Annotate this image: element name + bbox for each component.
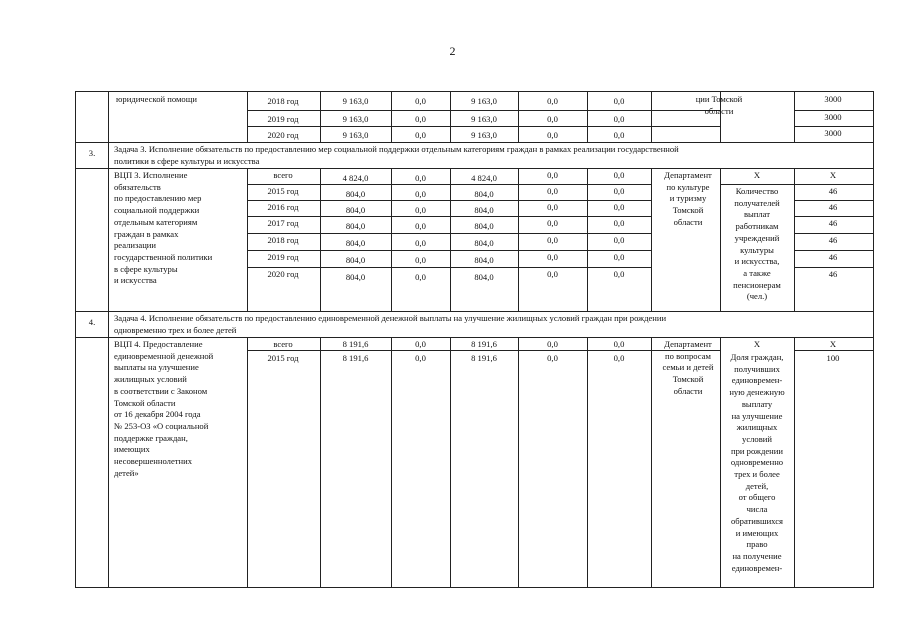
- year-label: 2016 год: [267, 202, 299, 212]
- indicator-text: трех и более: [734, 469, 780, 479]
- row-rule: [76, 311, 873, 312]
- year-label: всего: [273, 339, 293, 349]
- executor-text: по культуре: [666, 181, 710, 192]
- description-text: обязательств: [114, 181, 161, 192]
- value-cell: 804,0: [345, 189, 366, 199]
- value-cell: 0,0: [613, 114, 625, 124]
- row-rule: [794, 184, 873, 185]
- target-value: 100: [826, 353, 840, 363]
- year-label: 2017 год: [267, 218, 299, 228]
- value-cell: 4 824,0: [342, 173, 369, 183]
- indicator-x: Х: [753, 339, 761, 349]
- indicator-text: (чел.): [746, 291, 768, 302]
- description-text: детей»: [114, 467, 139, 478]
- description-text: ВЦП 4. Предоставление: [114, 339, 203, 349]
- target-value: 3000: [824, 94, 842, 104]
- value-cell: 0,0: [415, 189, 426, 199]
- year-label: 2019 год: [267, 114, 299, 124]
- row-rule: [247, 200, 651, 201]
- value-cell: 4 824,0: [471, 173, 497, 183]
- row-rule: [794, 250, 873, 251]
- row-rule: [247, 250, 651, 251]
- target-value: 46: [828, 218, 838, 228]
- target-value: 46: [828, 269, 838, 279]
- row-rule: [76, 337, 873, 338]
- value-cell: 0,0: [547, 218, 558, 228]
- target-value: 46: [828, 252, 838, 262]
- target-value: Х: [829, 339, 837, 349]
- row-rule: [247, 216, 651, 217]
- value-cell: 0,0: [547, 235, 558, 245]
- task-number: 3.: [88, 148, 96, 158]
- column-rule: [108, 92, 109, 142]
- description-text: несовершеннолетних: [114, 456, 193, 466]
- executor-text: Томской: [672, 205, 704, 216]
- indicator-text: Количество: [735, 186, 779, 196]
- row-rule: [794, 110, 873, 111]
- value-cell: 0,0: [613, 269, 625, 279]
- target-value: 3000: [824, 112, 842, 122]
- indicator-text: право: [746, 539, 768, 550]
- indicator-text: ную денежную: [729, 387, 785, 398]
- task-number: 4.: [88, 317, 96, 327]
- row-rule: [76, 142, 873, 143]
- indicator-text: жилищных: [736, 422, 778, 433]
- indicator-text: выплат: [743, 209, 771, 220]
- value-cell: 0,0: [547, 130, 558, 140]
- row-rule: [794, 126, 873, 127]
- row-rule: [247, 184, 651, 185]
- value-cell: 0,0: [415, 353, 426, 363]
- indicator-text: Доля граждан,: [730, 352, 784, 362]
- target-value: 46: [828, 202, 838, 212]
- column-rule: [320, 92, 321, 142]
- description-text: реализации: [114, 240, 156, 251]
- task-title: Задача 4. Исполнение обязательств по предоставлению единовременной денежной выплаты на улучшение жилищных условий граждан при рождении: [114, 313, 667, 323]
- indicator-text: и имеющих: [735, 527, 779, 538]
- value-cell: 0,0: [547, 170, 558, 180]
- value-cell: 804,0: [474, 238, 494, 248]
- value-cell: 804,0: [345, 205, 366, 215]
- description-text: жилищных условий: [114, 374, 187, 385]
- target-value: Х: [829, 170, 837, 180]
- value-cell: 0,0: [613, 186, 625, 196]
- indicator-text: единовремен-: [731, 562, 783, 573]
- description-text: ВЦП 3. Исполнение: [114, 170, 188, 180]
- indicator-text: единовремен-: [731, 375, 783, 386]
- value-cell: 9 163,0: [471, 96, 497, 106]
- description-text: по предоставлению мер: [114, 193, 202, 204]
- value-cell: 0,0: [415, 173, 426, 183]
- indicator-text: работникам: [735, 221, 779, 232]
- value-cell: 804,0: [345, 272, 366, 282]
- budget-table: [75, 91, 874, 588]
- row-rule: [794, 350, 873, 351]
- value-cell: 804,0: [474, 255, 494, 265]
- row-rule: [794, 200, 873, 201]
- indicator-text: при рождении: [731, 445, 783, 456]
- value-cell: 8 191,6: [471, 339, 497, 349]
- target-value: 46: [828, 235, 838, 245]
- year-label: 2018 год: [267, 96, 299, 106]
- description-text: отдельным категориям: [114, 216, 198, 227]
- row-rule: [247, 110, 720, 111]
- executor-text: области: [704, 105, 734, 116]
- row-rule: [794, 267, 873, 268]
- column-rule: [873, 337, 874, 587]
- year-label: 2015 год: [267, 186, 299, 196]
- value-cell: 0,0: [613, 170, 625, 180]
- value-cell: 9 163,0: [342, 96, 369, 106]
- column-rule: [794, 92, 795, 142]
- year-label: 2015 год: [267, 353, 299, 363]
- value-cell: 0,0: [547, 202, 558, 212]
- indicator-text: и искусства,: [734, 256, 780, 267]
- column-rule: [587, 337, 588, 587]
- indicator-text: пенсионерам: [733, 279, 781, 290]
- executor-text: семьи и детей: [662, 362, 714, 373]
- row-rule: [247, 126, 720, 127]
- value-cell: 0,0: [547, 114, 558, 124]
- executor-text: области: [673, 216, 703, 227]
- column-rule: [518, 337, 519, 587]
- column-rule: [108, 168, 109, 311]
- indicator-text: культуры: [740, 244, 774, 255]
- description-text: выплаты на улучшение: [114, 362, 199, 373]
- value-cell: 0,0: [415, 255, 426, 265]
- column-rule: [873, 92, 874, 142]
- value-cell: 8 191,6: [471, 353, 497, 363]
- indicator-text: получивших: [734, 363, 780, 374]
- row-rule: [247, 233, 651, 234]
- executor-text: по вопросам: [665, 350, 711, 361]
- column-rule: [108, 142, 109, 168]
- description-text: Томской области: [114, 397, 176, 408]
- column-rule: [320, 337, 321, 587]
- value-cell: 0,0: [613, 339, 625, 349]
- year-label: 2019 год: [267, 252, 299, 262]
- value-cell: 9 163,0: [471, 114, 497, 124]
- target-value: 3000: [824, 128, 842, 138]
- executor-text: Департамент: [664, 170, 712, 180]
- column-rule: [108, 337, 109, 587]
- year-label: всего: [273, 170, 293, 180]
- value-cell: 9 163,0: [342, 114, 369, 124]
- indicator-text: одновременно: [730, 457, 784, 468]
- executor-text: и туризму: [669, 193, 707, 204]
- value-cell: 804,0: [474, 205, 494, 215]
- indicator-text: учреждений: [734, 232, 780, 243]
- value-cell: 0,0: [613, 202, 625, 212]
- value-cell: 804,0: [474, 221, 494, 231]
- value-cell: 0,0: [415, 339, 426, 349]
- indicator-text: условий: [742, 433, 772, 444]
- value-cell: 0,0: [415, 221, 426, 231]
- task-title: политики в сфере культуры и искусства: [114, 155, 260, 166]
- value-cell: 0,0: [613, 252, 625, 262]
- row-rule: [794, 216, 873, 217]
- description-text: юридической помощи: [116, 94, 197, 104]
- indicator-text: от общего: [738, 492, 776, 503]
- column-rule: [247, 337, 248, 587]
- description-text: № 253-ОЗ «О социальной: [114, 420, 209, 431]
- value-cell: 0,0: [613, 353, 625, 363]
- task-title: одновременно трех и более детей: [114, 324, 237, 335]
- value-cell: 0,0: [547, 353, 558, 363]
- value-cell: 0,0: [415, 272, 426, 282]
- row-rule: [794, 233, 873, 234]
- description-text: государственной политики: [114, 251, 213, 262]
- value-cell: 0,0: [613, 235, 625, 245]
- value-cell: 0,0: [415, 96, 426, 106]
- value-cell: 0,0: [547, 269, 558, 279]
- column-rule: [450, 337, 451, 587]
- value-cell: 9 163,0: [471, 130, 497, 140]
- value-cell: 804,0: [474, 189, 494, 199]
- description-text: в соответствии с Законом: [114, 385, 208, 396]
- indicator-text: обратившихся: [730, 515, 783, 526]
- value-cell: 0,0: [613, 130, 625, 140]
- description-text: социальной поддержки: [114, 205, 200, 216]
- value-cell: 0,0: [613, 96, 625, 106]
- row-rule: [720, 184, 794, 185]
- description-text: и искусства: [114, 275, 157, 286]
- value-cell: 0,0: [547, 96, 558, 106]
- executor-text: ции Томской: [695, 94, 743, 104]
- value-cell: 0,0: [613, 218, 625, 228]
- description-text: имеющих: [114, 444, 150, 455]
- value-cell: 0,0: [547, 339, 558, 349]
- description-text: единовременной денежной: [114, 350, 214, 361]
- value-cell: 0,0: [415, 238, 426, 248]
- column-rule: [108, 311, 109, 337]
- column-rule: [391, 337, 392, 587]
- indicator-text: на получение: [732, 550, 782, 561]
- column-rule: [873, 168, 874, 311]
- value-cell: 804,0: [474, 272, 494, 282]
- value-cell: 0,0: [415, 130, 426, 140]
- value-cell: 8 191,6: [342, 339, 369, 349]
- value-cell: 0,0: [415, 205, 426, 215]
- indicator-text: а также: [743, 267, 771, 278]
- row-rule: [247, 350, 720, 351]
- description-text: поддержке граждан,: [114, 432, 188, 443]
- page-number: 2: [449, 44, 456, 58]
- executor-text: области: [673, 385, 703, 396]
- column-rule: [794, 168, 795, 311]
- indicator-text: получателей: [734, 197, 780, 208]
- indicator-text: выплату: [741, 398, 773, 409]
- row-rule: [247, 267, 651, 268]
- value-cell: 804,0: [345, 255, 366, 265]
- year-label: 2018 год: [267, 235, 299, 245]
- value-cell: 8 191,6: [342, 353, 369, 363]
- value-cell: 0,0: [547, 186, 558, 196]
- indicator-text: детей,: [745, 480, 769, 491]
- indicator-x: Х: [753, 170, 761, 180]
- task-title: Задача 3. Исполнение обязательств по предоставлению мер социальной поддержки отдельным категориям граждан в рамках реализации государственной: [114, 144, 679, 154]
- value-cell: 0,0: [547, 252, 558, 262]
- description-text: граждан в рамках: [114, 228, 179, 239]
- description-text: в сфере культуры: [114, 263, 178, 274]
- executor-text: Департамент: [664, 339, 712, 349]
- indicator-text: на улучшение: [731, 410, 783, 421]
- year-label: 2020 год: [267, 130, 299, 140]
- value-cell: 0,0: [415, 114, 426, 124]
- year-label: 2020 год: [267, 269, 299, 279]
- row-rule: [76, 168, 873, 169]
- value-cell: 804,0: [345, 238, 366, 248]
- value-cell: 9 163,0: [342, 130, 369, 140]
- column-rule: [320, 168, 321, 311]
- description-text: от 16 декабря 2004 года: [114, 409, 201, 420]
- value-cell: 804,0: [345, 221, 366, 231]
- executor-text: Томской: [672, 374, 704, 385]
- target-value: 46: [828, 186, 838, 196]
- indicator-text: числа: [746, 504, 768, 515]
